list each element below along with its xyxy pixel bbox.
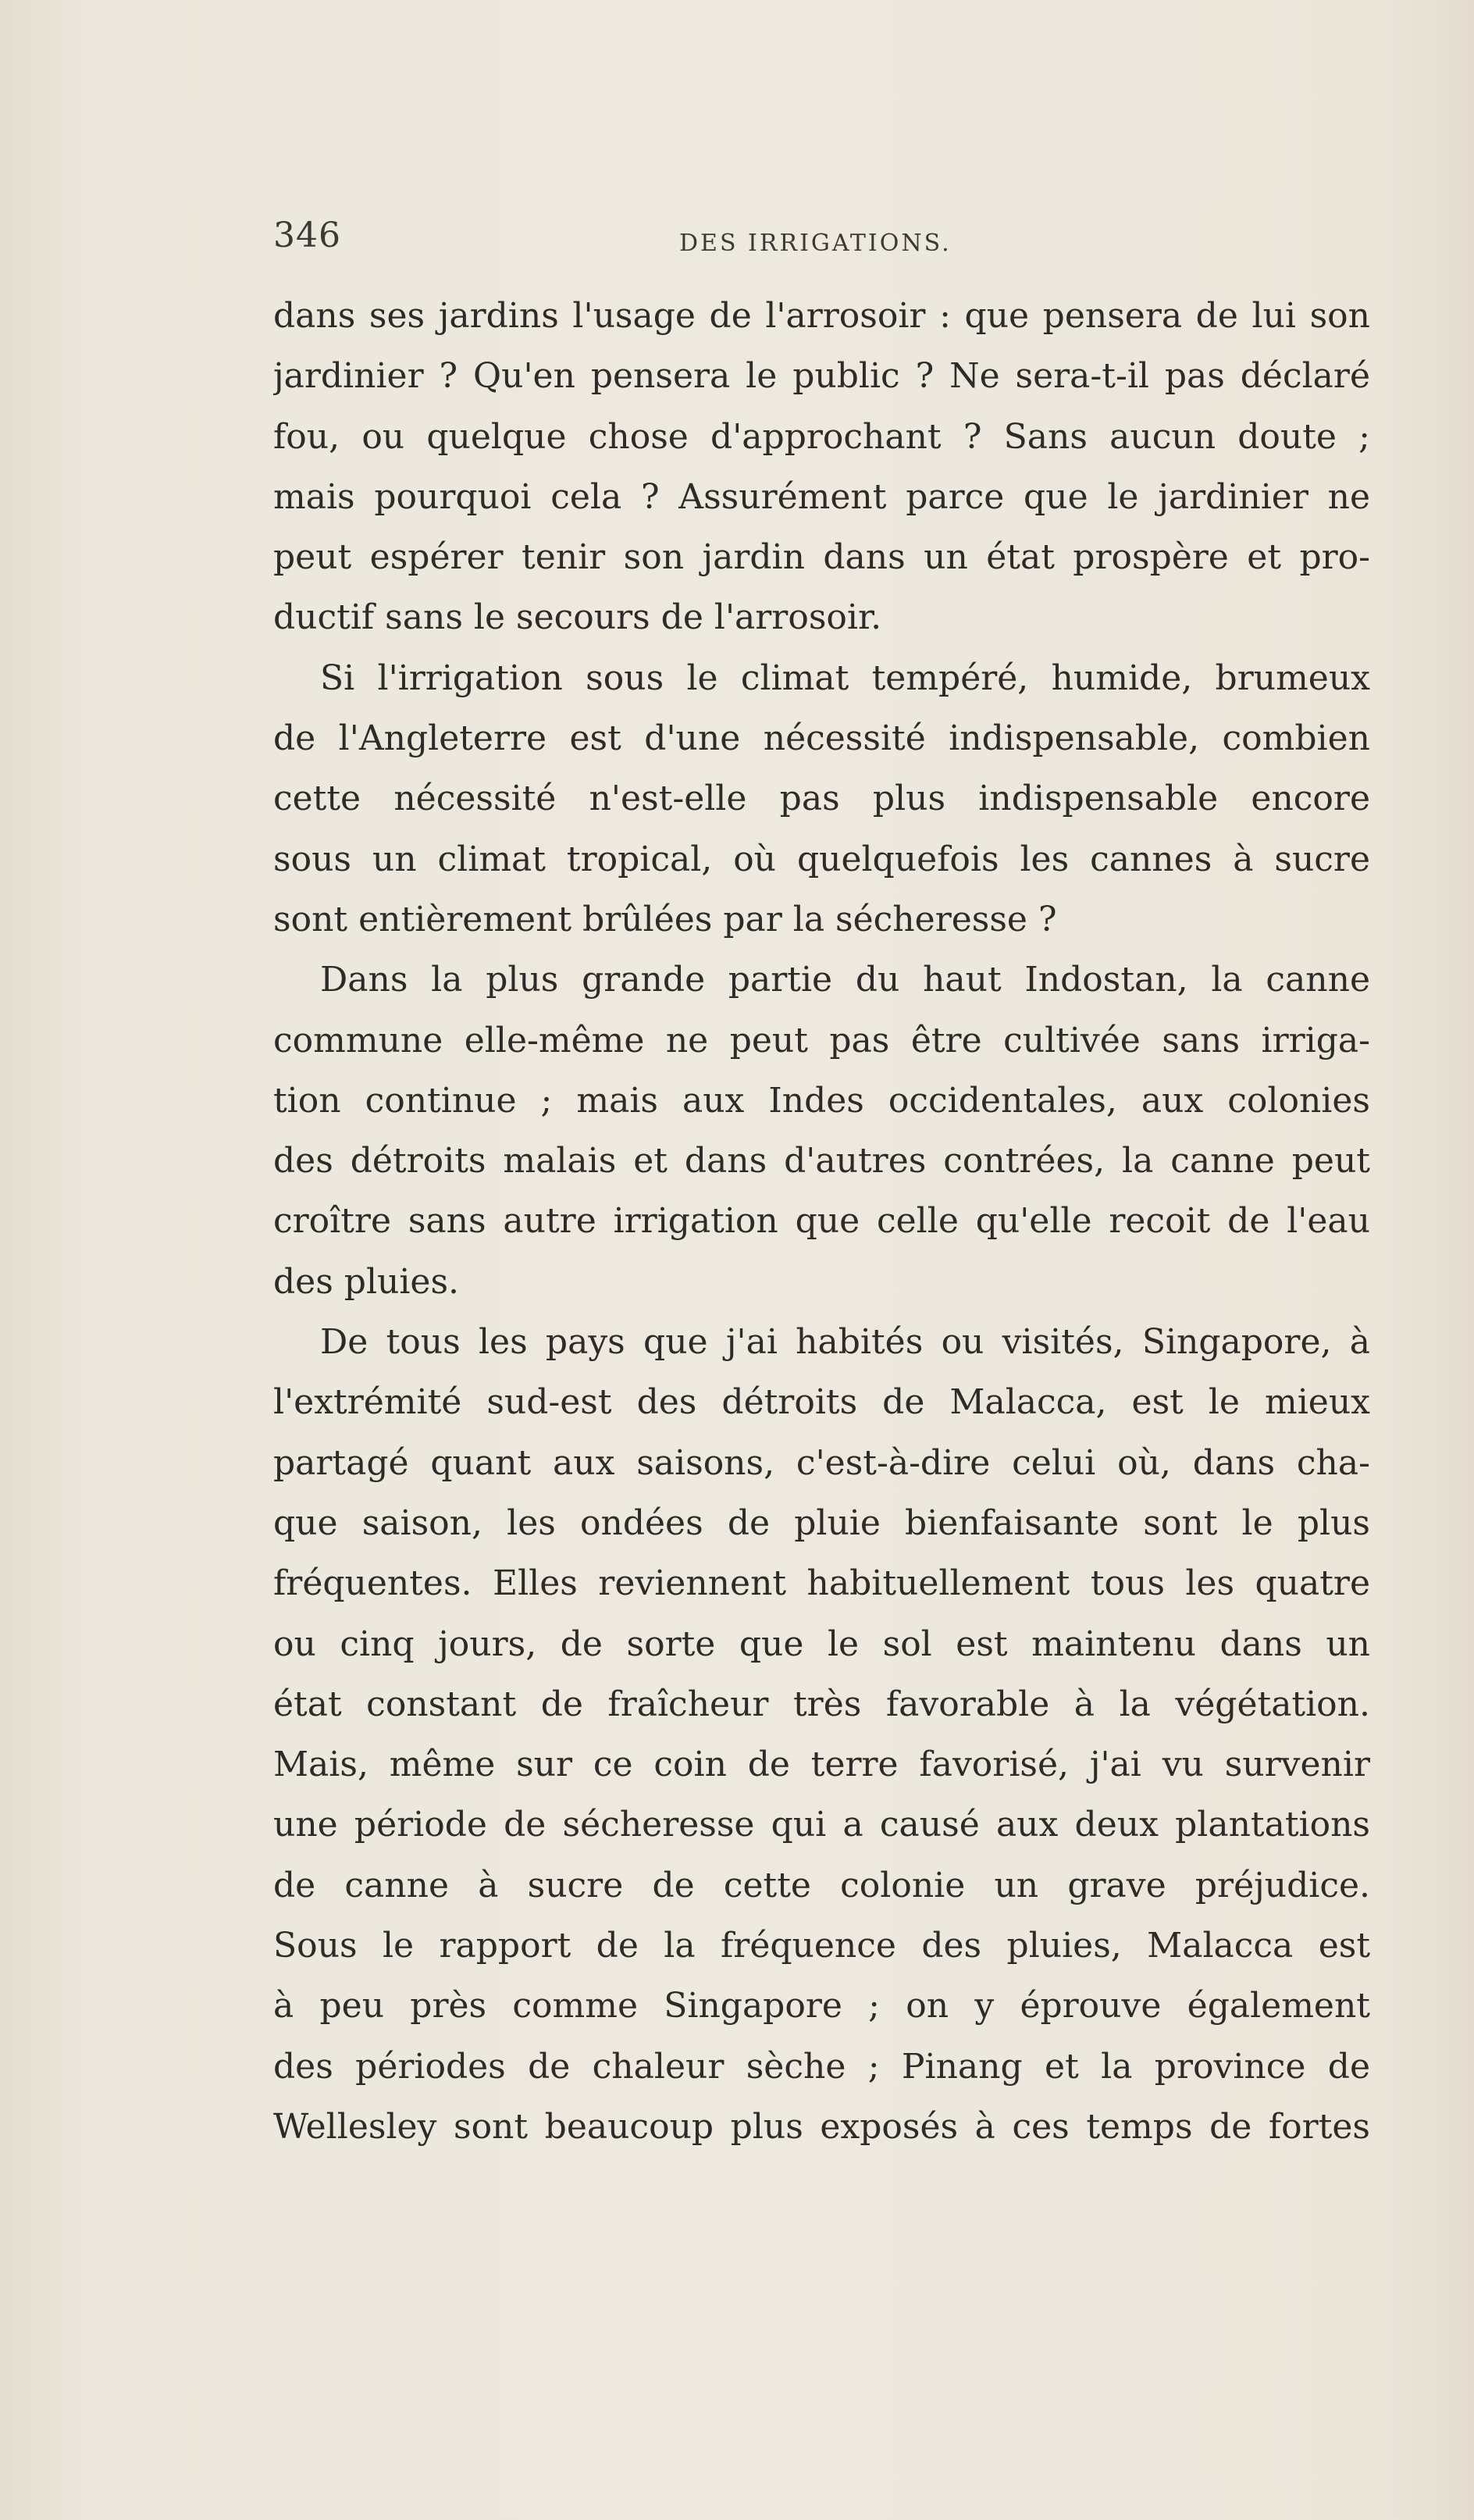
paragraph-start: Dans la plus grande partie du haut Indostan, la canne (320, 960, 1370, 1000)
text-line: dans ses jardins l'usage de l'arrosoir : que pensera de lui son (273, 296, 1370, 336)
text-line: état constant de fraîcheur très favorable à la végétation. (273, 1684, 1370, 1724)
text-line: de l'Angleterre est d'une nécessité indispensable, combien (273, 718, 1370, 759)
text-line: une période de sécheresse qui a causé aux deux plantations (273, 1805, 1370, 1845)
text-line: mais pourquoi cela ? Assurément parce que le jardinier ne (273, 476, 1370, 517)
text-line: sont entièrement brûlées par la sécheresse ? (273, 899, 1057, 939)
text-line: des pluies. (273, 1261, 460, 1302)
text-line: ou cinq jours, de sorte que le sol est maintenu dans un (273, 1624, 1370, 1664)
text-line: des détroits malais et dans d'autres contrées, la canne peut (273, 1141, 1370, 1182)
text-line: que saison, les ondées de pluie bienfaisante sont le plus (273, 1502, 1370, 1543)
page-number: 346 (273, 216, 341, 255)
text-line: peut espérer tenir son jardin dans un état prospère et pro- (273, 537, 1370, 578)
text-line: sous un climat tropical, où quelquefois les cannes à sucre (273, 839, 1370, 879)
paragraph-start: Si l'irrigation sous le climat tempéré, humide, brumeux (320, 658, 1370, 698)
text-line: fréquentes. Elles reviennent habituellement tous les quatre (273, 1563, 1370, 1604)
paragraph-start: De tous les pays que j'ai habités ou visités, Singapore, à (320, 1322, 1370, 1363)
text-line: jardinier ? Qu'en pensera le public ? Ne sera-t-il pas déclaré (273, 356, 1370, 397)
running-head: DES IRRIGATIONS. (679, 230, 952, 257)
text-line: fou, ou quelque chose d'approchant ? Sans aucun doute ; (273, 416, 1370, 457)
text-line: cette nécessité n'est-elle pas plus indispensable encore (273, 779, 1370, 819)
text-line: Wellesley sont beaucoup plus exposés à ces temps de fortes (273, 2106, 1370, 2147)
text-body (273, 286, 1370, 2157)
text-line: tion continue ; mais aux Indes occidentales, aux colonies (273, 1080, 1370, 1121)
text-line: Sous le rapport de la fréquence des pluies, Malacca est (273, 1926, 1370, 1966)
page-header (265, 216, 1390, 278)
text-line: croître sans autre irrigation que celle qu'elle recoit de l'eau (273, 1201, 1370, 1242)
text-line: de canne à sucre de cette colonie un grave préjudice. (273, 1865, 1370, 1905)
text-line: commune elle-même ne peut pas être cultivée sans irriga- (273, 1020, 1370, 1060)
text-line: l'extrémité sud-est des détroits de Malacca, est le mieux (273, 1382, 1370, 1423)
text-line: partagé quant aux saisons, c'est-à-dire celui où, dans cha- (273, 1442, 1370, 1483)
text-line: des périodes de chaleur sèche ; Pinang et la province de (273, 2046, 1370, 2087)
text-line: Mais, même sur ce coin de terre favorisé, j'ai vu survenir (273, 1745, 1370, 1785)
text-line: à peu près comme Singapore ; on y éprouve également (273, 1986, 1370, 2026)
text-line: ductif sans le secours de l'arrosoir. (273, 597, 882, 638)
